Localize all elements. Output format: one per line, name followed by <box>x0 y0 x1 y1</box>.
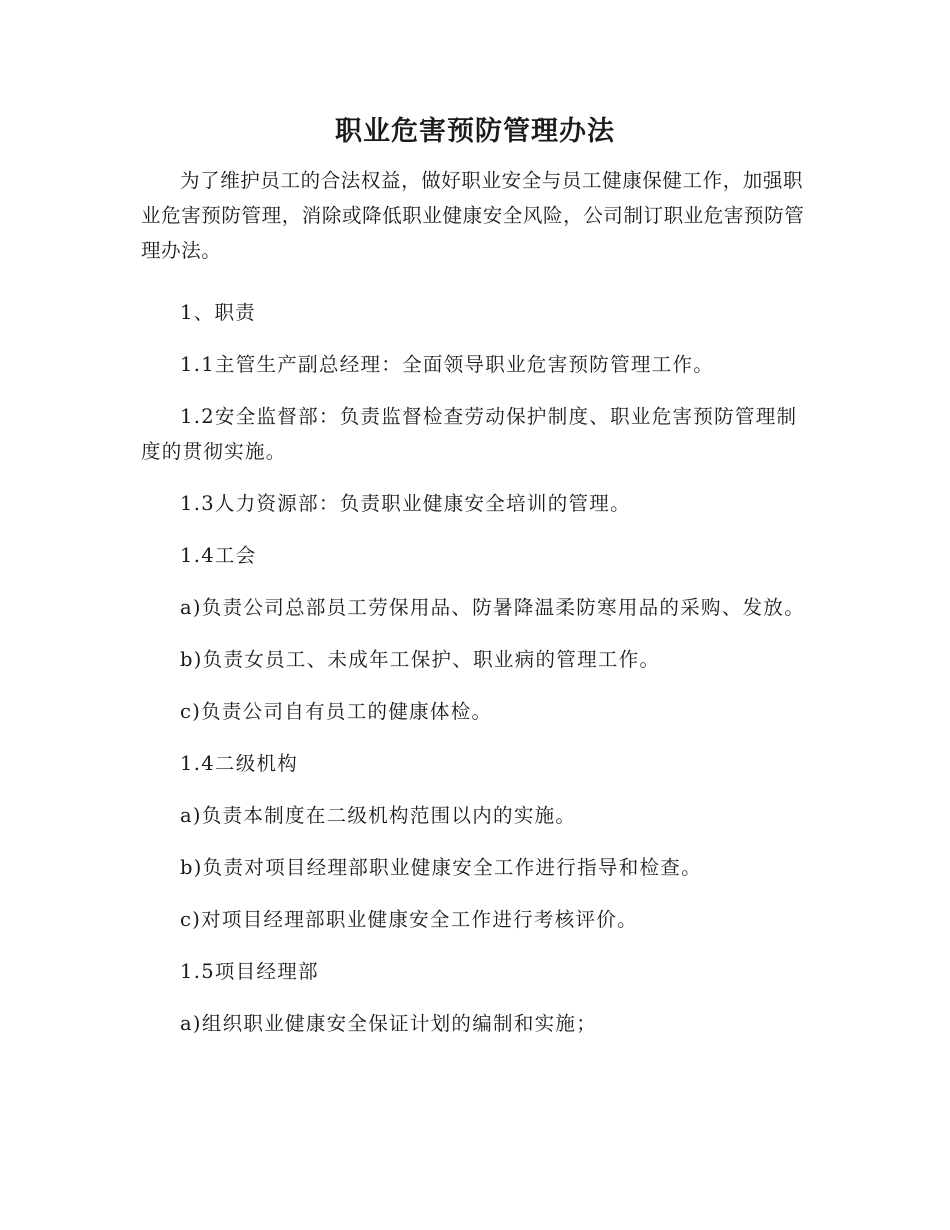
section-heading-responsibilities: 1、职责 <box>180 301 257 324</box>
project-item-a: a)组织职业健康安全保证计划的编制和实施； <box>180 1012 598 1035</box>
secondary-item-b: b)负责对项目经理部职业健康安全工作进行指导和检查。 <box>180 856 702 879</box>
clause-1-4-secondary: 1.4二级机构 <box>180 752 299 775</box>
clause-1-3: 1.3人力资源部：负责职业健康安全培训的管理。 <box>180 492 631 515</box>
secondary-item-a: a)负责本制度在二级机构范围以内的实施。 <box>180 804 577 827</box>
intro-paragraph: 为了维护员工的合法权益，做好职业安全与员工健康保健工作，加强职业危害预防管理，消除或降低职业健康安全风险，公司制订职业危害预防管理办法。 <box>141 169 805 262</box>
union-item-b: b)负责女员工、未成年工保护、职业病的管理工作。 <box>180 648 661 671</box>
clause-1-2: 1.2安全监督部：负责监督检查劳动保护制度、职业危害预防管理制度的贯彻实施。 <box>141 405 798 463</box>
union-item-c: c)负责公司自有员工的健康体检。 <box>180 700 493 723</box>
union-item-a: a)负责公司总部员工劳保用品、防暑降温柔防寒用品的采购、发放。 <box>180 596 806 619</box>
document-title: 职业危害预防管理办法 <box>335 116 615 147</box>
document-body <box>141 163 816 1058</box>
clause-1-5: 1.5项目经理部 <box>180 960 319 983</box>
clause-1-1: 1.1主管生产副总经理：全面领导职业危害预防管理工作。 <box>180 353 715 376</box>
secondary-item-c: c)对项目经理部职业健康安全工作进行考核评价。 <box>180 908 638 931</box>
clause-1-4-union: 1.4工会 <box>180 544 257 567</box>
